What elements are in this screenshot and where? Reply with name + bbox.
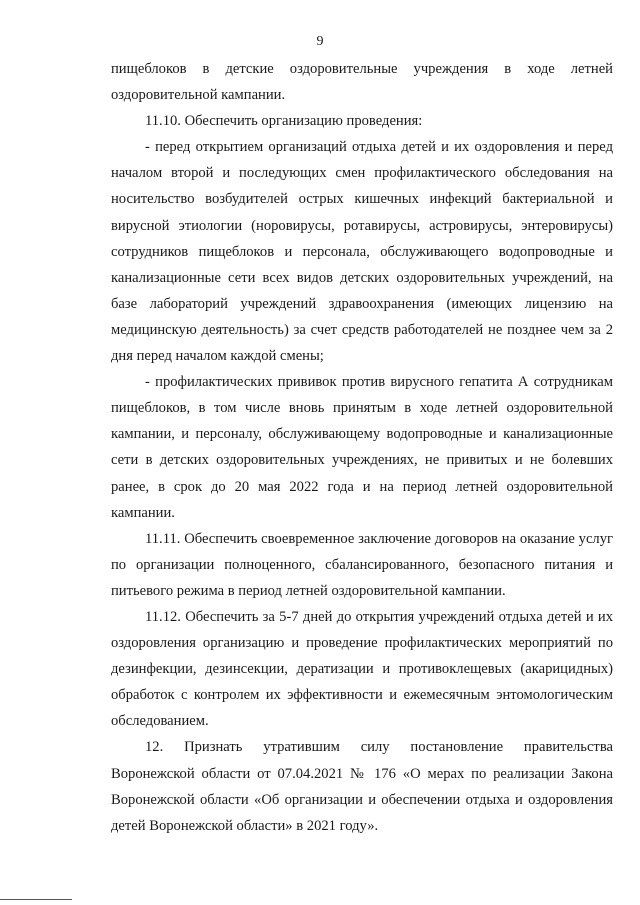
paragraph-11-12: 11.12. Обеспечить за 5-7 дней до открытия учреждений отдыха детей и их оздоровления организацию и проведение профилактических мероприятий по дезинфекции, дезинсекции, дератизации и противоклещевых (акарицидных) обработок с контролем их эффективности и ежемесячным энтомологическим обследованием.	[111, 608, 613, 730]
footer-divider	[0, 899, 72, 900]
paragraph-screening-list-item: - перед открытием организаций отдыха детей и их оздоровления и перед началом второй и последующих смен профилактического обследования на носительство возбудителей острых кишечных инфекций бактериальной и вирусной этиологии (норовирусы, ротавирусы, астровирусы, энтеровирусы) сотрудников пищеблоков и персонала, обслуживающего водопроводные и канализационные сети всех видов детских оздоровительных учреждений, на базе лабораторий учреждений здравоохранения (имеющих лицензию на медицинскую деятельность) за счет средств работодателей не позднее чем за 2 дня перед началом каждой смены;	[111, 139, 613, 365]
paragraph-12: 12. Признать утратившим силу постановление правительства Воронежской области от 07.04.2021 № 176 «О мерах по реализации Закона Воронежской области «Об организации и обеспечении отдыха и оздоровления детей Воронежской области» в 2021 году».	[111, 739, 613, 834]
page-number: 9	[316, 34, 324, 49]
document-body	[111, 56, 613, 839]
paragraph-vaccination-list-item: - профилактических прививок против вирусного гепатита А сотрудникам пищеблоков, в том числе вновь принятым в ходе летней оздоровительной кампании, и персоналу, обслуживающему водопроводные и канализационные сети в детских оздоровительных учреждениях, не привитых и не болевших ранее, в срок до 20 мая 2022 года и на период летней оздоровительной кампании.	[111, 374, 613, 521]
paragraph-11-11: 11.11. Обеспечить своевременное заключение договоров на оказание услуг по организации полноценного, сбалансированного, безопасного питания и питьевого режима в период летней оздоровительной кампании.	[111, 530, 613, 599]
paragraph-continuation: пищеблоков в детские оздоровительные учреждения в ходе летней оздоровительной кампании.	[111, 61, 613, 104]
paragraph-11-10: 11.10. Обеспечить организацию проведения:	[145, 113, 423, 130]
